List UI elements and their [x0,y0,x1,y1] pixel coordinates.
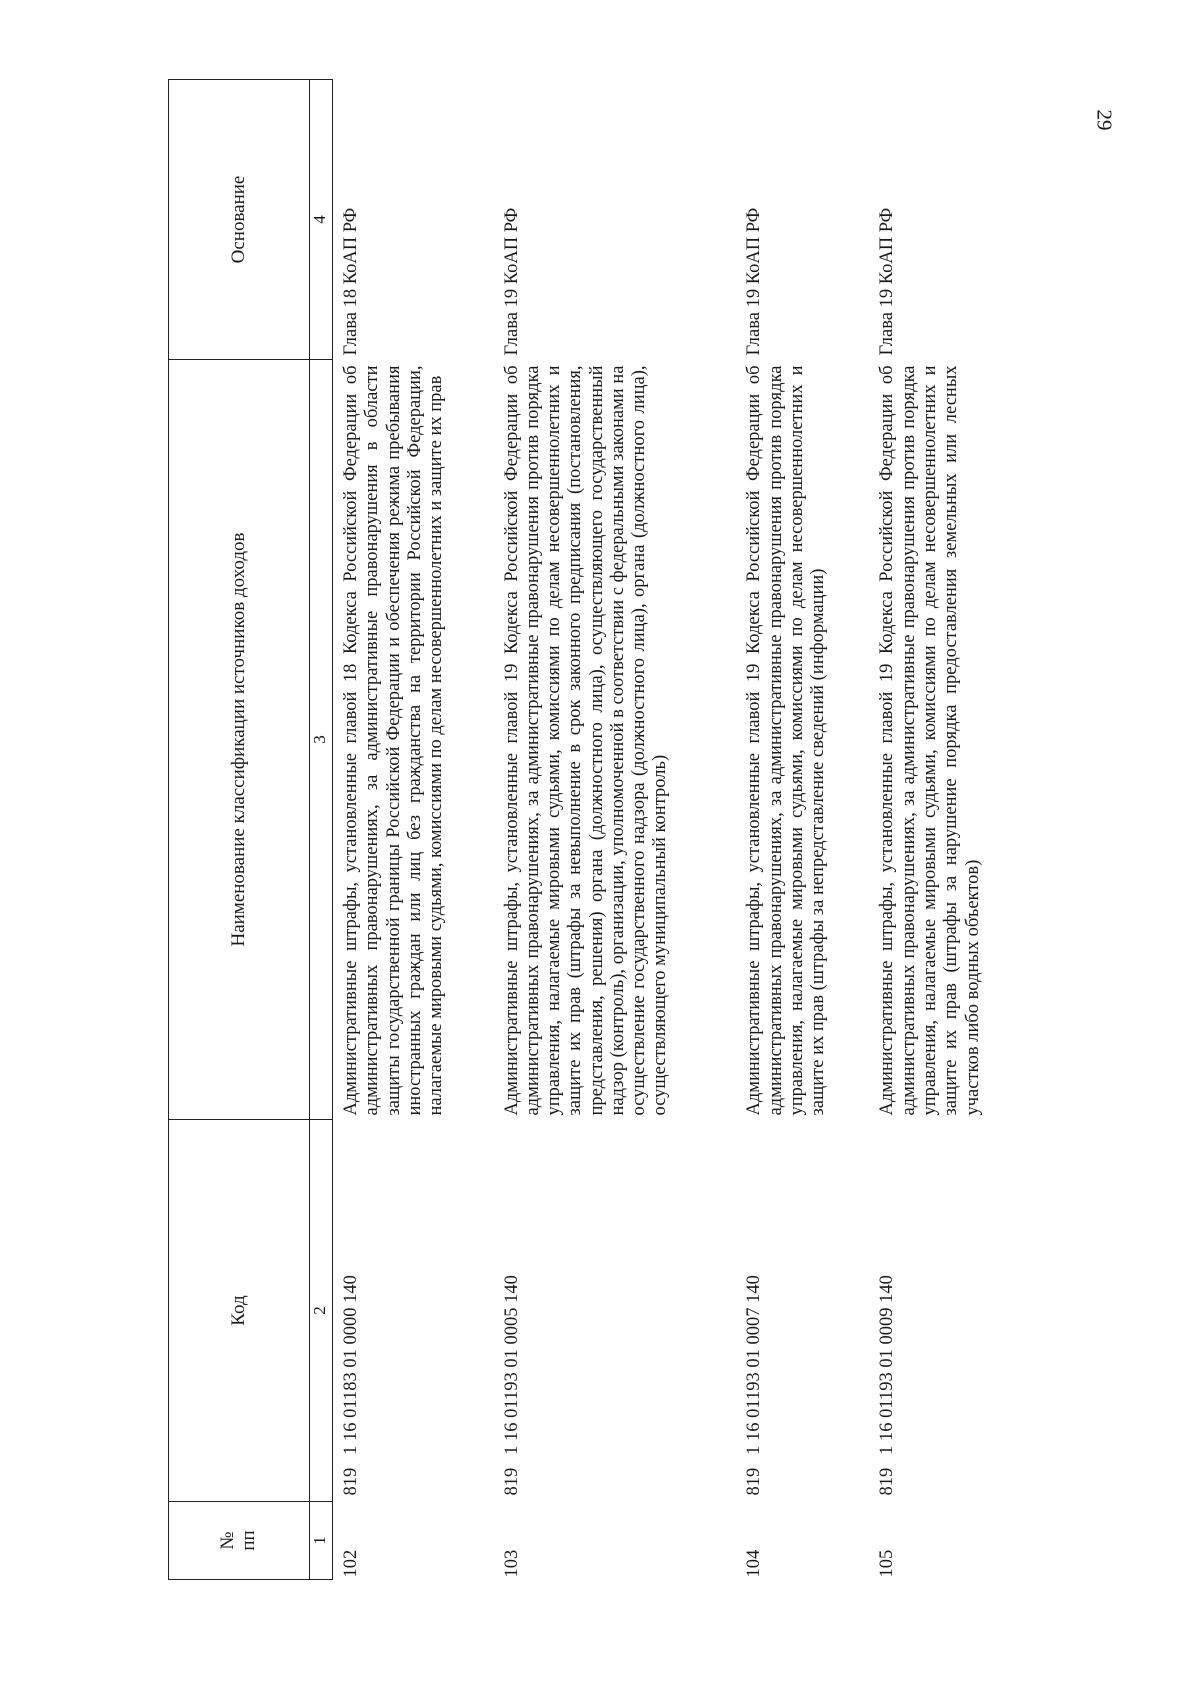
basis: Глава 19 КоАП РФ [501,207,522,356]
column-number-row [310,80,333,1580]
code-cell [736,1120,869,1502]
rotated-table-frame [168,80,1030,1580]
income-code: 1 16 01193 01 0009 140 [877,1275,898,1455]
row-number: 102 [341,1549,361,1578]
header-row [169,80,310,1580]
income-name: Административные штрафы, установленные главой 19 Кодекса Российской Федерации об административных правонарушениях, за административные правонарушения против порядка управления, налагаемые мировыми судьями, комиссиями по делам несовершеннолетних и защите их прав (штрафы за непредставление сведений (информации) [744,365,829,1116]
code-cell [494,1120,737,1502]
row-number-cell [736,1502,869,1580]
row-number-cell [494,1502,737,1580]
income-code: 1 16 01193 01 0007 140 [744,1275,765,1455]
row-number: 103 [501,1549,522,1578]
revenue-classification-table [168,79,1030,1580]
income-name: Административные штрафы, установленные главой 19 Кодекса Российской Федерации об административных правонарушениях, за административные правонарушения против порядка управления, налагаемые мировыми судьями, комиссиями по делам несовершеннолетних и защите их прав (штрафы за нарушение порядка предоставления земельных или лесных участков либо водных объектов) [877,365,983,1116]
column-number: 2 [310,1120,333,1502]
table-row [736,80,869,1580]
table-row [869,80,1030,1580]
basis: Глава 19 КоАП РФ [877,207,898,356]
admin-code: 819 [877,1467,898,1496]
row-number-cell [333,1502,494,1580]
header-name: Наименование классификации источников доходов [169,360,310,1120]
column-number: 3 [310,360,333,1120]
basis: Глава 19 КоАП РФ [744,207,765,356]
header-number [169,1502,310,1580]
income-name: Административные штрафы, установленные главой 18 Кодекса Российской Федерации об административных правонарушениях, за административные правонарушения в области защиты государственной границы Российской Федерации и обеспечения режима пребывания иностранных граждан или лиц без гражданства на территории Российской Федерации, налагаемые мировыми судьями, комиссиями по делам несовершеннолетних и защите их прав [341,365,447,1116]
header-basis: Основание [169,80,310,360]
admin-code: 819 [501,1467,522,1496]
table-row [333,80,494,1580]
admin-code: 819 [744,1467,765,1496]
header-number-pp: пп [238,1530,259,1551]
code-cell [869,1120,1030,1502]
income-code: 1 16 01193 01 0005 140 [501,1275,522,1455]
row-number: 104 [744,1549,765,1578]
header-code: Код [169,1120,310,1502]
income-code: 1 16 01183 01 0000 140 [341,1275,361,1455]
column-number: 4 [310,80,333,360]
column-number: 1 [310,1502,333,1580]
row-number: 105 [877,1549,898,1578]
admin-code: 819 [341,1467,361,1496]
page-number: 29 [1092,109,1117,131]
table-row [494,80,737,1580]
row-number-cell [869,1502,1030,1580]
code-cell [333,1120,494,1502]
income-name: Административные штрафы, установленные главой 19 Кодекса Российской Федерации об административных правонарушениях, за административные правонарушения против порядка управления, налагаемые мировыми судьями, комиссиями по делам несовершеннолетних и защите их прав (штрафы за невыполнение в срок законного предписания (постановления, представления, решения) органа (должностного лица), осуществляющего государственный надзор (контроль), организации, уполномоченной в соответствии с федеральными законами на осуществление государственного надзора (должностного лица), органа (должностного лица), осуществляющего муниципальный контроль) [501,365,671,1116]
header-number-sign: № [217,1531,239,1550]
basis: Глава 18 КоАП РФ [341,207,361,356]
